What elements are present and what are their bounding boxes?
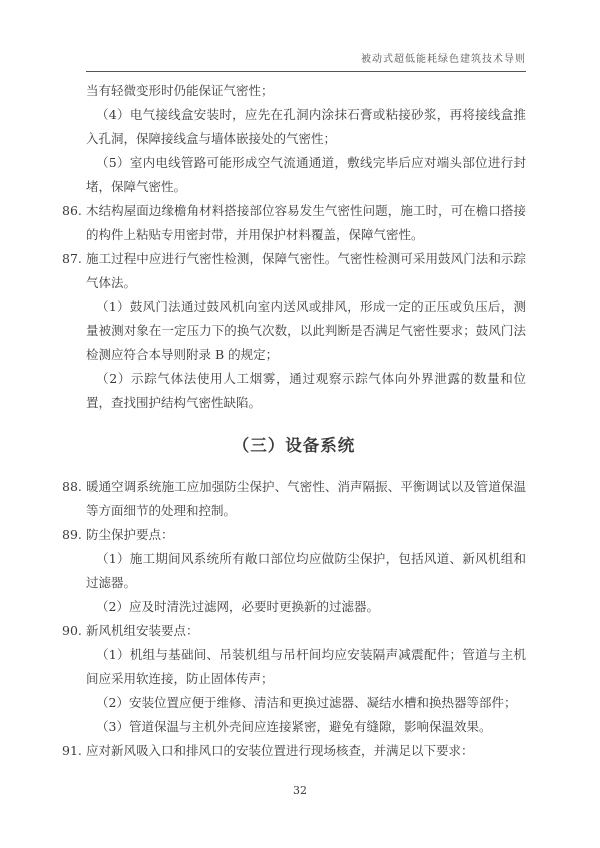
- paragraph-text: （1）机组与基础间、吊装机组与吊杆间均应安装隔声减震配件；管道与主机间应采用软连接，防止固体传声；: [86, 647, 526, 686]
- list-item: [62, 475, 526, 523]
- paragraph-text: 新风机组安装要点：: [86, 623, 199, 638]
- paragraph-text: 施工过程中应进行气密性检测，保障气密性。气密性检测可采用鼓风门法和示踪气体法。: [86, 251, 526, 290]
- paragraph: [86, 595, 526, 619]
- page-footer: [0, 784, 600, 798]
- item-number: 89.: [62, 527, 82, 542]
- paragraph: [86, 151, 526, 199]
- paragraph-text: （1）鼓风门法通过鼓风机向室内送风或排风，形成一定的正压或负压后，测量被测对象在一定压力下的换气次数，以此判断是否满足气密性要求；鼓风门法检测应符合本导则附录 B 的规定；: [86, 299, 526, 362]
- running-head-title: 被动式超低能耗绿色建筑技术导则: [361, 54, 526, 65]
- paragraph: [86, 295, 526, 367]
- list-item: [62, 619, 526, 643]
- paragraph-text: （2）示踪气体法使用人工烟雾，通过观察示踪气体向外界泄露的数量和位置，查找围护结构气密性缺陷。: [86, 371, 526, 410]
- paragraph-text: （2）安装位置应便于维修、清洁和更换过滤器、凝结水槽和换热器等部件；: [96, 695, 517, 710]
- section-heading: [86, 433, 502, 459]
- paragraph-text: （4）电气接线盒安装时，应先在孔洞内涂抹石膏或粘接砂浆，再将接线盒推入孔洞，保障接线盒与墙体嵌接处的气密性；: [86, 107, 526, 146]
- paragraph-text: 当有轻微变形时仍能保证气密性；: [86, 83, 274, 98]
- paragraph-text: 暖通空调系统施工应加强防尘保护、气密性、消声隔振、平衡调试以及管道保温等方面细节的处理和控制。: [86, 479, 526, 518]
- page-number: 32: [293, 784, 307, 797]
- item-number: 91.: [62, 743, 82, 758]
- paragraph: [86, 715, 526, 739]
- paragraph: [86, 547, 526, 595]
- list-item: [62, 523, 526, 547]
- paragraph-text: 应对新风吸入口和排风口的安装位置进行现场核查，并满足以下要求：: [86, 743, 474, 758]
- item-number: 88.: [62, 479, 82, 494]
- paragraph: [86, 103, 526, 151]
- paragraph: [86, 643, 526, 691]
- page-header: [86, 54, 526, 72]
- paragraph-text: （2）应及时清洗过滤网，必要时更换新的过滤器。: [96, 599, 379, 614]
- list-item: [62, 199, 526, 247]
- paragraph-text: （3）管道保温与主机外壳间应连接紧密，避免有缝隙，影响保温效果。: [96, 719, 492, 734]
- paragraph-text: 木结构屋面边缘檐角材料搭接部位容易发生气密性问题，施工时，可在檐口搭接的构件上粘贴专用密封带，并用保护材料覆盖，保障气密性。: [86, 203, 526, 242]
- paragraph: [86, 367, 526, 415]
- item-number: 86.: [62, 203, 82, 218]
- paragraph-text: 防尘保护要点：: [86, 527, 174, 542]
- paragraph: [86, 691, 526, 715]
- document-body: [62, 79, 526, 763]
- item-number: 90.: [62, 623, 82, 638]
- paragraph: [86, 79, 526, 103]
- list-item: [62, 739, 526, 763]
- list-item: [62, 247, 526, 295]
- paragraph-text: （5）室内电线管路可能形成空气流通通道，敷线完毕后应对端头部位进行封堵，保障气密性。: [86, 155, 526, 194]
- heading-text: （三）设备系统: [232, 436, 356, 455]
- paragraph-text: （1）施工期间风系统所有敞口部位均应做防尘保护，包括风道、新风机组和过滤器。: [86, 551, 526, 590]
- item-number: 87.: [62, 251, 82, 266]
